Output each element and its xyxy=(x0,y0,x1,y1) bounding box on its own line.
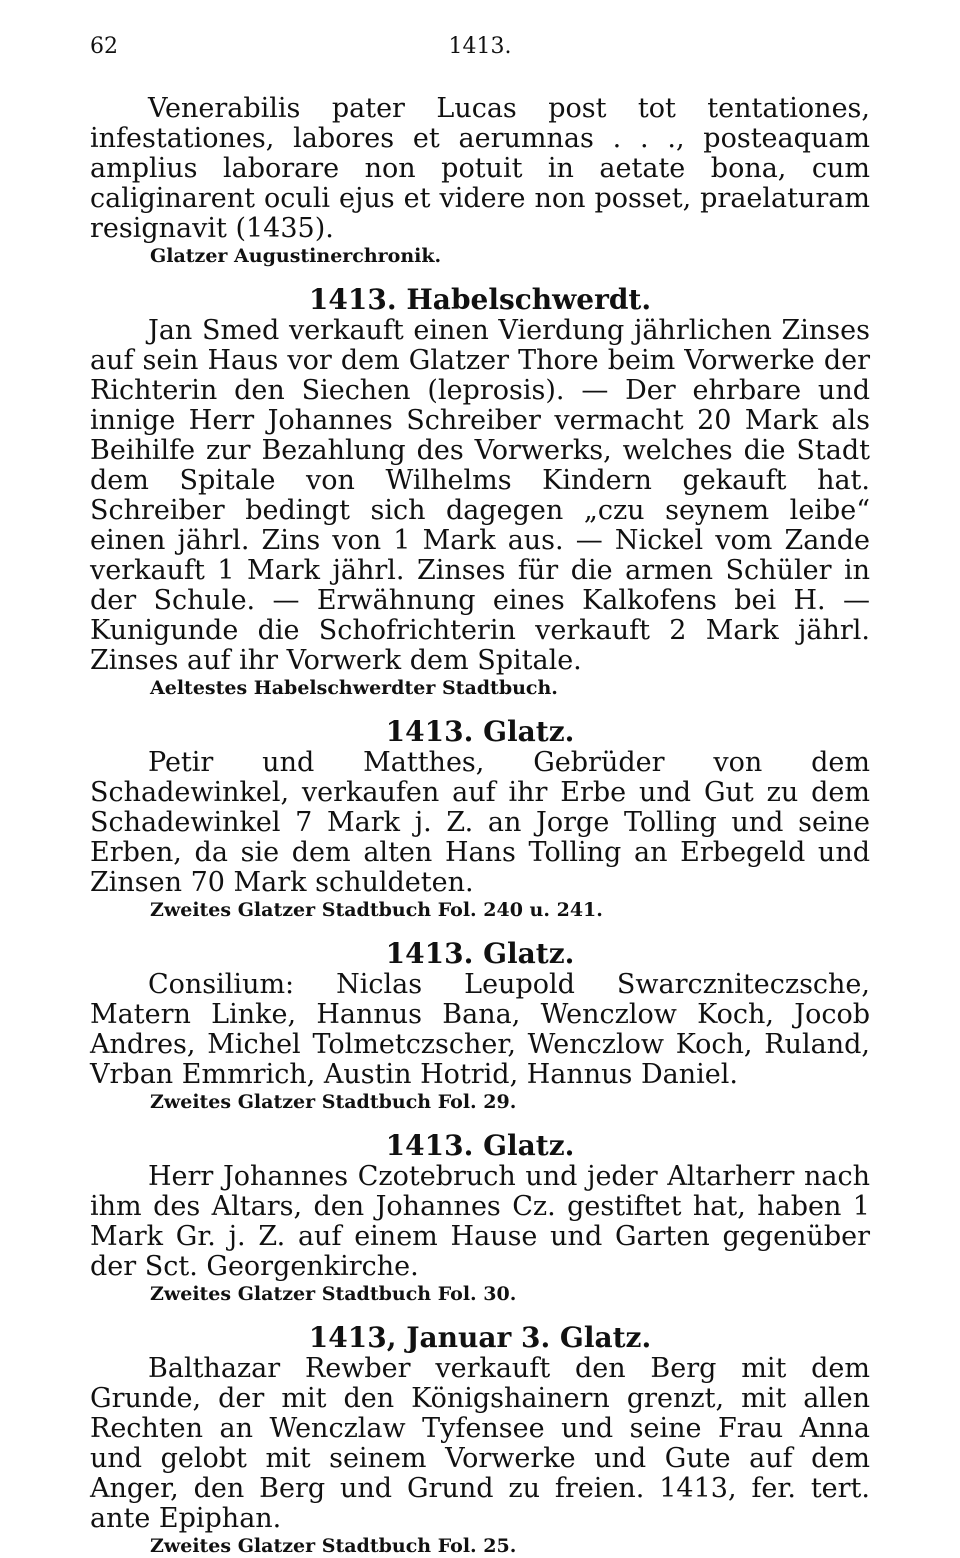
entry-text: Jan Smed verkauft einen Vierdung jährlichen Zinses auf sein Haus vor dem Glatzer Thore beim Vorwerke der Richterin den Siechen (leprosis). — Der ehrbare und innige Herr Johannes Schreiber vermacht 20 Mark als Beihilfe zur Bezahlung des Vorwerks, welches die Stadt dem Spitale von Wilhelms Kindern gekauft hat. Schreiber bedingt sich dagegen „czu seynem leibe“ einen jährl. Zins von 1 Mark aus. — Nickel vom Zande verkauft 1 Mark jährl. Zinses für die armen Schüler in der Schule. — Erwähnung eines Kalkofens bei H. — Kunigunde die Schofrichterin verkauft 2 Mark jährl. Zinses auf ihr Vorwerk dem Spitale. xyxy=(90,315,870,676)
entry-habelschwerdt xyxy=(90,284,870,700)
entry-source: Aeltestes Habelschwerdter Stadtbuch. xyxy=(150,677,558,699)
entry-text: Petir und Matthes, Gebrüder von dem Schadewinkel, verkaufen auf ihr Erbe und Gut zu dem Schadewinkel 7 Mark j. Z. an Jorge Tolling und seine Erben, da sie dem alten Hans Tolling an Erbegeld und Zinsen 70 Mark schuldeten. xyxy=(90,747,870,898)
running-head-year: 1413. xyxy=(448,34,512,59)
entry-glatz-consilium xyxy=(90,938,870,1114)
entry-heading: 1413. Glatz. xyxy=(385,715,575,748)
entry-source: Zweites Glatzer Stadtbuch Fol. 240 u. 241. xyxy=(150,899,603,921)
page-content xyxy=(90,90,870,1558)
entry-source: Zweites Glatzer Stadtbuch Fol. 30. xyxy=(150,1283,517,1305)
entry-heading: 1413. Habelschwerdt. xyxy=(308,283,652,316)
page-number: 62 xyxy=(90,34,118,59)
entry-text: Venerabilis pater Lucas post tot tentationes, infestationes, labores et aerumnas . . ., posteaquam amplius laborare non potuit in aetate bona, cum caliginarent oculi ejus et videre non posset, praelaturam resignavit (1435). xyxy=(90,93,870,244)
running-head xyxy=(90,34,870,64)
entry-heading: 1413. Glatz. xyxy=(385,937,575,970)
entry-heading: 1413, Januar 3. Glatz. xyxy=(308,1321,652,1354)
entry-source: Zweites Glatzer Stadtbuch Fol. 29. xyxy=(150,1091,517,1113)
entry-glatz-czotebruch xyxy=(90,1130,870,1306)
entry-text: Herr Johannes Czotebruch und jeder Altarherr nach ihm des Altars, den Johannes Cz. gestiftet hat, haben 1 Mark Gr. j. Z. auf einem Hause und Garten gegenüber der Sct. Georgenkirche. xyxy=(90,1161,870,1282)
entry-glatz-januar xyxy=(90,1322,870,1558)
entry-source: Glatzer Augustinerchronik. xyxy=(150,245,442,267)
entry-text: Balthazar Rewber verkauft den Berg mit dem Grunde, der mit den Königshainern grenzt, mit allen Rechten an Wenczlaw Tyfensee und seine Frau Anna und gelobt mit seinem Vorwerke und Gute auf dem Anger, den Berg und Grund zu freien. 1413, fer. tert. ante Epiphan. xyxy=(90,1353,870,1534)
entry-text: Consilium: Niclas Leupold Swarczniteczsche, Matern Linke, Hannus Bana, Wenczlow Koch, Jocob Andres, Michel Tolmetczscher, Wenczlow Koch, Ruland, Vrban Emmrich, Austin Hotrid, Hannus Daniel. xyxy=(90,969,870,1090)
entry-source: Zweites Glatzer Stadtbuch Fol. 25. xyxy=(150,1535,517,1557)
entry-chronicle xyxy=(90,94,870,268)
entry-glatz-schadewinkel xyxy=(90,716,870,922)
entry-heading: 1413. Glatz. xyxy=(385,1129,575,1162)
